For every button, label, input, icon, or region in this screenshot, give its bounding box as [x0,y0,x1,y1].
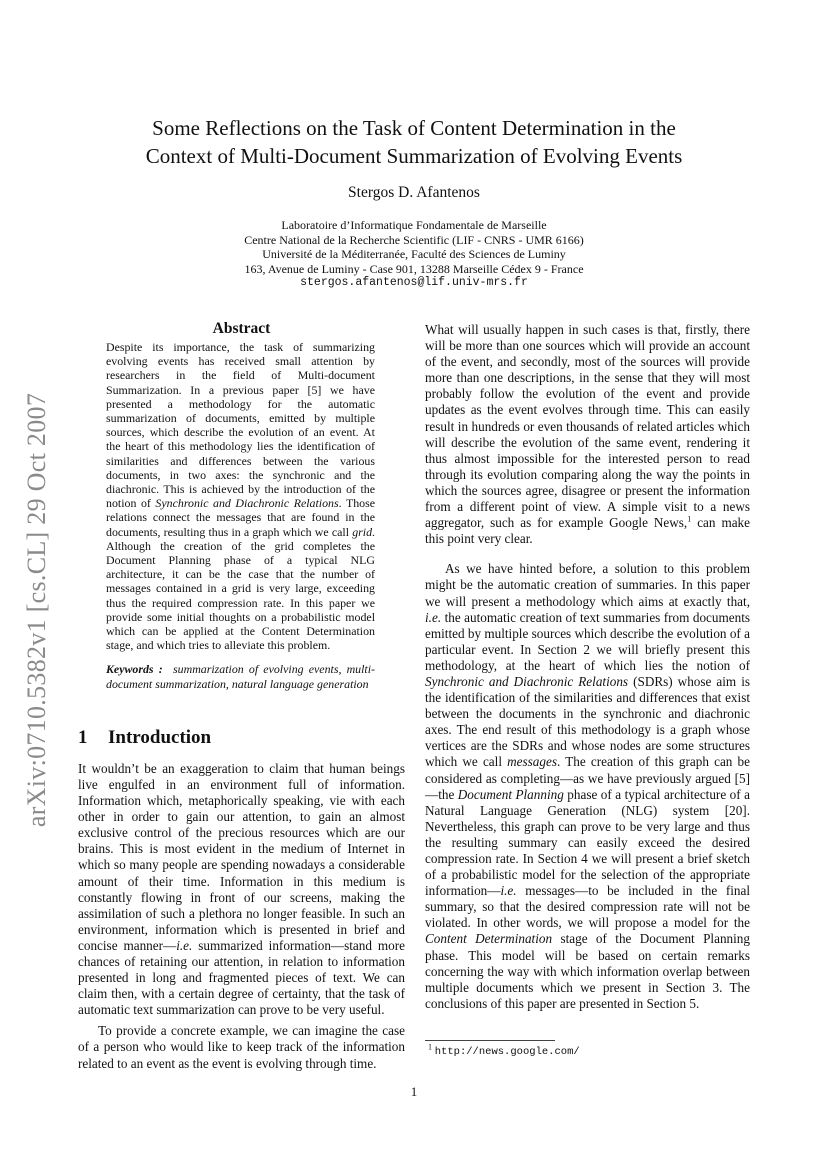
footnote-rule [425,1040,555,1041]
body-paragraph [78,761,405,1019]
affiliation-line: Université de la Méditerranée, Faculté des Sciences de Luminy [262,247,566,262]
affiliation-line: Laboratoire d’Informatique Fondamentale de Marseille [281,218,547,232]
abstract-emphasis: grid [352,524,373,539]
keywords-label: Keywords : [106,662,163,677]
arxiv-stamp-text: arXiv:0710.5382v1 [cs.CL] 29 Oct 2007 [22,392,52,828]
abstract-emphasis: Synchronic and Diachronic Relations [155,496,339,511]
paragraph-text: phase of a typical architecture of a Natural Language Generation (NLG) system [20]. Nevertheless, this graph can prove to be very large and thus the resulting summary can easily exceed the desired compression rate. In Section 4 we will present a brief sketch of a probabilistic model for the selection of the appropriate information— [425,786,750,899]
right-column [425,322,750,1012]
paragraph-text: It wouldn’t be an exaggeration to claim that human beings live engulfed in an environment full of information. Information which, metaphorically speaking, vie with each other in order to gain our attention, to gain an almost exclusive control of the precious resources which are our brains. This is most evident in the medium of Internet in which so many people are spending nowadays a considerable amount of their time. Information in this medium is constantly flowing in front of our screens, making the assimilation of such a plethora no longer feasible. In such an environment, information which is presented in brief and concise manner— [78,760,405,953]
paper-title [80,114,748,170]
section-number: 1 [78,726,88,748]
paragraph-emphasis: Document Planning [457,786,564,802]
abstract-heading: Abstract [212,320,271,337]
keywords [106,662,375,690]
footnote [428,1042,580,1058]
paragraph-emphasis: messages [507,754,557,770]
paragraph-text: (SDRs) whose aim is the identification of the similarities and differences that exist between the documents in the synchronic and diachronic axes. The end result of this methodology is a graph whose vertices are the SDRs and whose nodes are some structures which we call [425,673,750,770]
paragraph-text: . The creation of this graph can be considered as completing—as we have previously argued [5]—the [425,754,751,802]
section-heading [78,727,405,749]
section-title: Introduction [108,726,212,748]
title-line: Context of Multi-Document Summarization of Evolving Events [145,144,683,168]
body-paragraph: To provide a concrete example, we can imagine the case of a person who would like to keep track of the information related to an event as the event is evolving through time. [78,1023,405,1071]
body-paragraph [425,561,750,1012]
paragraph-emphasis: Synchronic and Diachronic Relations [425,673,629,689]
abstract-text: Despite its importance, the task of summarizing evolving events has received small attention by researchers in the field of Multi-document Summarization. In a previous paper [5] we have presented a methodology for the automatic summarization of documents, emitted by multiple sources, which describe the evolution of an event. At the heart of this methodology lies the identification of similarities and differences between the various documents, in two axes: the synchronic and the diachronic. This is achieved by the introduction of the notion of [106,340,375,511]
abstract-text: . Although the creation of the grid completes the Document Planning phase of a typical NLG architecture, it can be the case that the number of messages contained in a grid is very large, exceeding thus the required compression rate. In this paper we provide some initial thoughts on a probabilistic model which can be applied at the Content Determination stage, and which tries to alleviate this problem. [106,524,375,653]
arxiv-side-stamp [20,375,54,845]
paragraph-emphasis: i.e. [500,883,517,899]
paragraph-text: messages—to be included in the final summary, so that the desired compression rate will not be violated. In other words, we will propose a model for the [425,883,750,931]
affiliation-block [80,218,748,291]
left-column [78,320,405,1072]
paragraph-emphasis: i.e. [176,937,193,953]
abstract-body [106,340,375,652]
body-paragraph [425,322,750,547]
footnote-url: http://news.google.com/ [434,1046,580,1058]
author-name: Stergos D. Afantenos [348,184,480,201]
paragraph-text: As we have hinted before, a solution to this problem might be the automatic creation of summaries. In this paper we will present a methodology which aims at exactly that, [425,561,750,609]
page-number: 1 [410,1084,418,1099]
paragraph-text: the automatic creation of text summaries from documents emitted by multiple sources which describe the evolution of a particular event. In Section 2 we will briefly present this methodology, at the heart of which lies the notion of [425,609,750,673]
paragraph-emphasis: Content Determination [425,931,553,947]
keywords-text: summarization of evolving events, multi-document summarization, natural language generation [106,662,375,691]
abstract-text: . Those relations connect the messages that are found in the documents, resulting thus in a graph which we call [106,496,376,539]
affiliation-line: 163, Avenue de Luminy - Case 901, 13288 Marseille Cédex 9 - France [244,261,584,276]
paragraph-text: can make this point very clear. [425,515,750,547]
footnote-marker: 1 [428,1042,432,1052]
paragraph-emphasis: i.e. [425,609,442,625]
affiliation-line: Centre National de la Recherche Scientific (LIF - CNRS - UMR 6166) [244,232,584,247]
title-line: Some Reflections on the Task of Content Determination in the [152,116,676,140]
paragraph-text: summarized information—stand more chances of retaining our attention, in relation to information presented in long and fragmented pieces of text. We can claim then, with a certain degree of certainty, that the task of automatic text summarization can prove to be very useful. [78,937,405,1018]
paragraph-text: What will usually happen in such cases is that, firstly, there will be more than one sources which will provide an account of the event, and secondly, most of the sources will provide more than one descriptions, in the sense that they will most probably follow the evolution of the event and provide updates as the event evolves through time. This can easily result in hundreds or even thousands of related articles which will describe the evolution of the same event, rendering it thus almost impossible for the interested person to read through its evolution comparing along the way the points in which the sources agree, disagree or present the information from a different point of view. A simple visit to a news aggregator, such as for example Google News, [425,322,750,531]
author-email: stergos.afantenos@lif.univ-mrs.fr [300,276,528,290]
footnote-marker: 1 [687,514,692,524]
paragraph-text: stage of the Document Planning phase. This model will be based on certain remarks concerning the way with which information overlap between multiple documents which we present in Section 3. The conclusions of this paper are presented in Section 5. [425,931,750,1011]
